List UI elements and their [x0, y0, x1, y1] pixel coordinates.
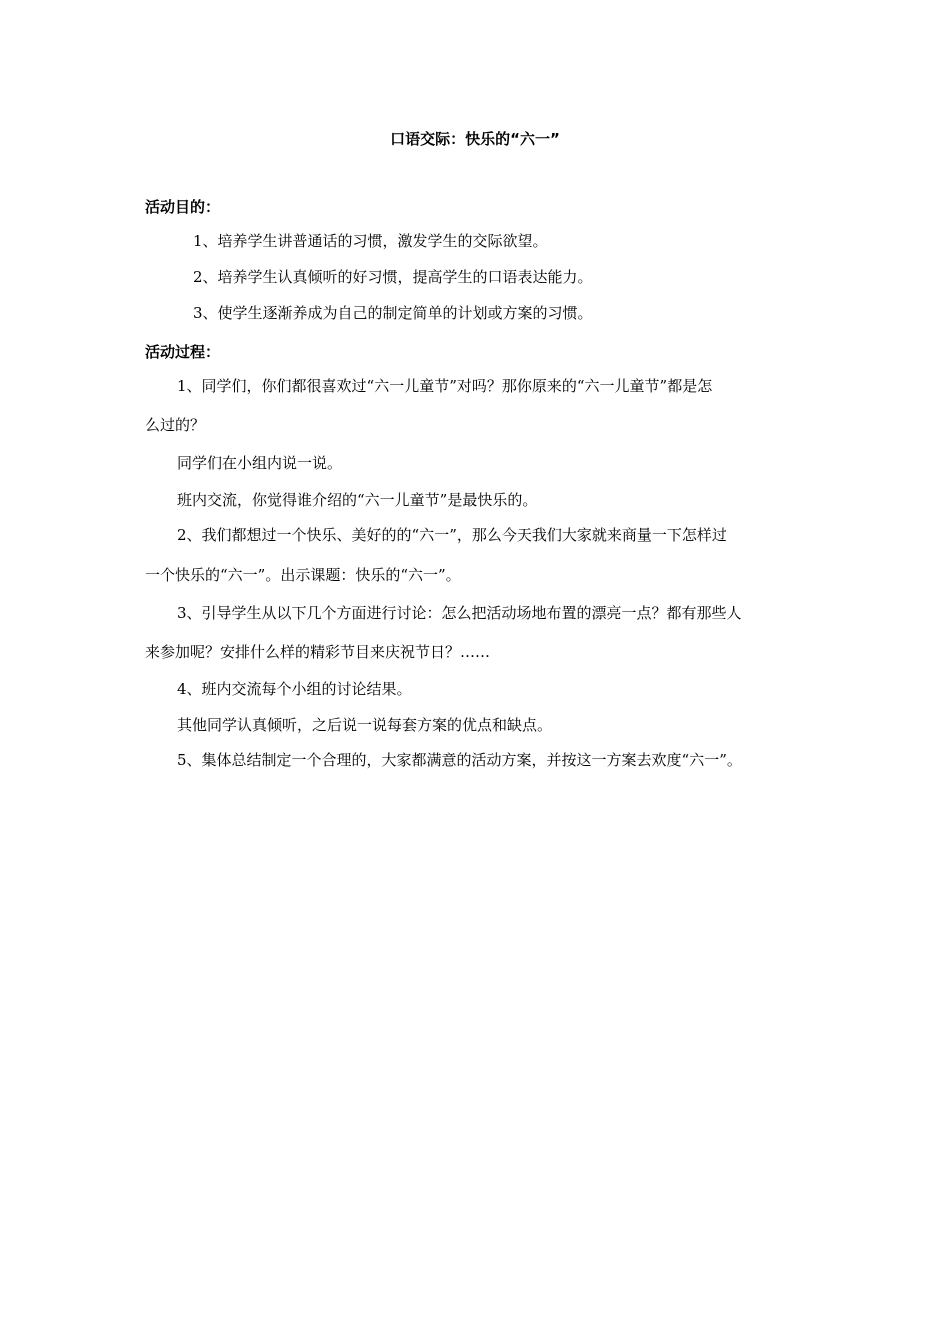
process-line-6: 一个快乐的“六一”。出示课题：快乐的“六一”。	[145, 566, 461, 584]
process-line-7: 3、引导学生从以下几个方面进行讨论：怎么把活动场地布置的漂亮一点？都有那些人	[177, 604, 742, 622]
goals-heading: 活动目的：	[145, 198, 221, 216]
process-line-2: 么过的？	[145, 416, 206, 434]
process-line-5: 2、我们都想过一个快乐、美好的的“六一”，那么今天我们大家就来商量一下怎样过	[177, 526, 727, 544]
process-line-8: 来参加呢？安排什么样的精彩节目来庆祝节日？……	[145, 643, 491, 661]
goal-item-2: 2、培养学生认真倾听的好习惯，提高学生的口语表达能力。	[193, 268, 593, 286]
goal-item-1: 1、培养学生讲普通话的习惯，激发学生的交际欲望。	[193, 232, 548, 250]
process-line-4: 班内交流，你觉得谁介绍的“六一儿童节”是最快乐的。	[177, 491, 538, 509]
goal-item-3: 3、使学生逐渐养成为自己的制定简单的计划或方案的习惯。	[193, 304, 593, 322]
process-line-10: 其他同学认真倾听，之后说一说每套方案的优点和缺点。	[177, 716, 553, 734]
process-line-1: 1、同学们，你们都很喜欢过“六一儿童节”对吗？那你原来的“六一儿童节”都是怎	[177, 377, 713, 395]
process-heading: 活动过程：	[145, 343, 221, 361]
process-line-9: 4、班内交流每个小组的讨论结果。	[177, 680, 412, 698]
document-title: 口语交际：快乐的“六一”	[390, 130, 560, 148]
process-line-11: 5、集体总结制定一个合理的，大家都满意的活动方案，并按这一方案去欢度“六一”。	[177, 751, 742, 769]
process-line-3: 同学们在小组内说一说。	[177, 454, 343, 472]
